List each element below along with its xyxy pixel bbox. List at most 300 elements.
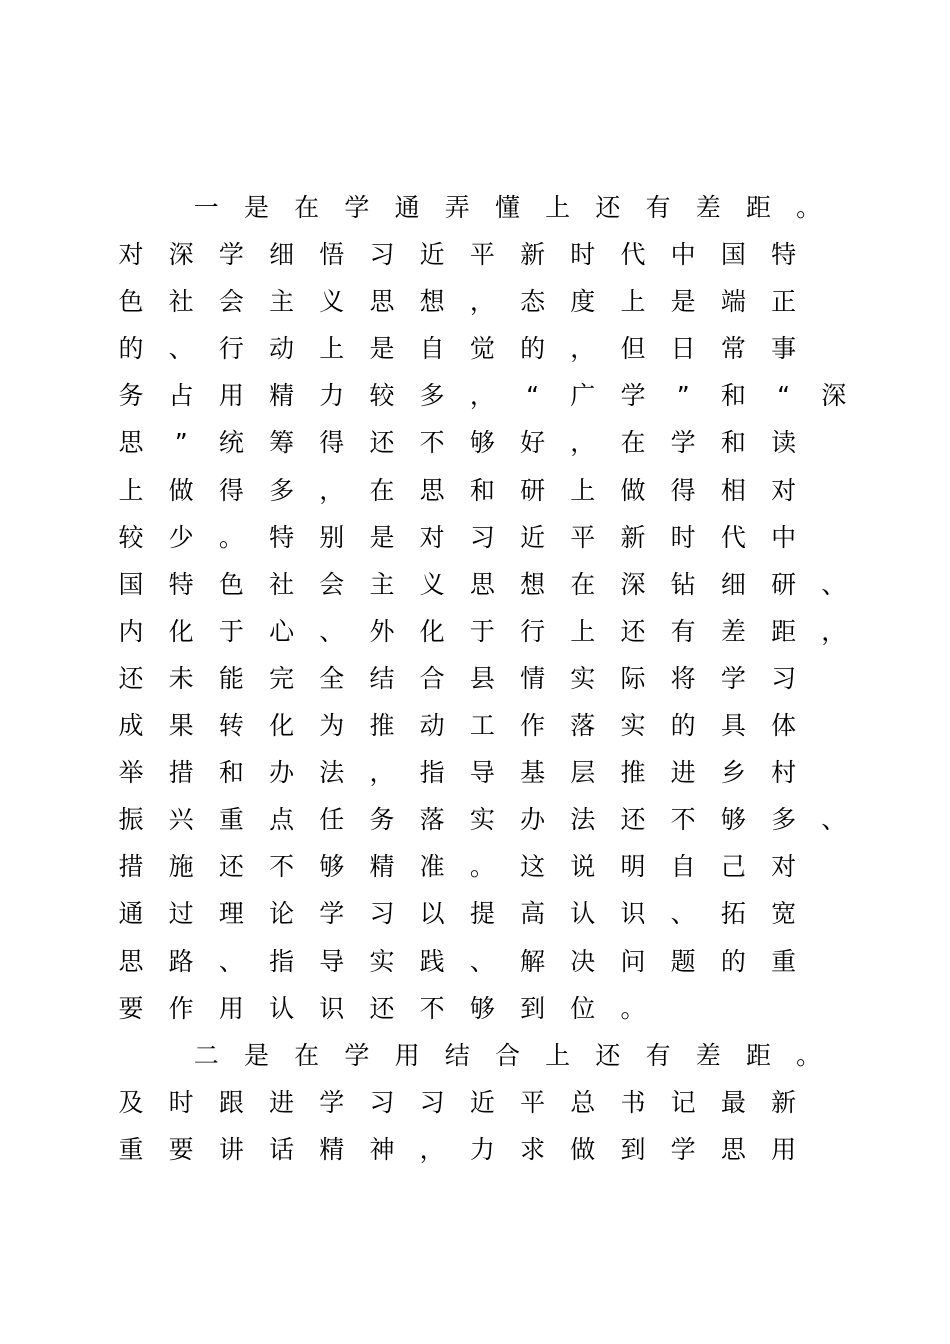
text-char: 较 bbox=[369, 381, 395, 411]
text-char: 觉 bbox=[469, 334, 495, 364]
text-char: 、 bbox=[319, 616, 345, 646]
text-char: 论 bbox=[269, 899, 295, 929]
text-char: 学 bbox=[218, 240, 244, 270]
text-char: 内 bbox=[118, 616, 144, 646]
text-char: 、 bbox=[670, 899, 696, 929]
text-char: 得 bbox=[319, 428, 345, 458]
text-char: 学 bbox=[620, 381, 646, 411]
text-char: 色 bbox=[218, 569, 244, 599]
text-char: 指 bbox=[419, 758, 445, 788]
text-char: 导 bbox=[469, 758, 495, 788]
text-char: 不 bbox=[269, 852, 295, 882]
text-char: 举 bbox=[118, 758, 144, 788]
text-char: 用 bbox=[394, 1040, 420, 1070]
text-char: 思 bbox=[118, 428, 144, 458]
text-char: 将 bbox=[670, 663, 696, 693]
text-char: 上 bbox=[620, 287, 646, 317]
text-char: 具 bbox=[720, 711, 746, 741]
text-char: 跟 bbox=[218, 1087, 244, 1117]
text-char: 平 bbox=[570, 522, 596, 552]
text-char: 细 bbox=[269, 240, 295, 270]
text-char: 通 bbox=[118, 899, 144, 929]
text-char: 的 bbox=[720, 946, 746, 976]
text-line bbox=[0, 278, 950, 325]
text-char: 习 bbox=[369, 1087, 395, 1117]
text-char: 对 bbox=[771, 475, 797, 505]
text-char: 主 bbox=[369, 569, 395, 599]
text-char: 思 bbox=[118, 946, 144, 976]
text-char: 作 bbox=[520, 711, 546, 741]
text-char: 弄 bbox=[444, 193, 470, 222]
text-line bbox=[0, 702, 950, 749]
text-char: 社 bbox=[269, 569, 295, 599]
text-char: 在 bbox=[570, 569, 596, 599]
text-char: 用 bbox=[771, 1134, 797, 1164]
text-char: 时 bbox=[670, 522, 696, 552]
text-char: 自 bbox=[670, 852, 696, 882]
text-char: 振 bbox=[118, 805, 144, 835]
text-char: 的 bbox=[670, 711, 696, 741]
text-char: 学 bbox=[670, 1134, 696, 1164]
text-char: 距 bbox=[745, 1040, 771, 1070]
text-char: ” bbox=[174, 428, 188, 458]
text-char: 办 bbox=[269, 758, 295, 788]
text-char: 学 bbox=[319, 1087, 345, 1117]
text-char: 问 bbox=[620, 946, 646, 976]
text-char: 够 bbox=[469, 428, 495, 458]
text-char: 和 bbox=[469, 475, 495, 505]
text-char: 上 bbox=[570, 475, 596, 505]
text-char: 上 bbox=[545, 193, 571, 222]
text-char: 是 bbox=[670, 287, 696, 317]
text-char: 对 bbox=[419, 522, 445, 552]
text-line bbox=[0, 796, 950, 843]
text-char: 动 bbox=[419, 711, 445, 741]
text-char: 想 bbox=[419, 287, 445, 317]
text-char: ， bbox=[469, 287, 495, 317]
text-char: 是 bbox=[243, 1040, 269, 1070]
text-char: 进 bbox=[269, 1087, 295, 1117]
text-char: 务 bbox=[118, 381, 144, 411]
text-char: 实 bbox=[369, 946, 395, 976]
text-char: 措 bbox=[118, 852, 144, 882]
text-char: 相 bbox=[720, 475, 746, 505]
text-char: 结 bbox=[444, 1040, 470, 1070]
text-char: 于 bbox=[469, 616, 495, 646]
text-char: 化 bbox=[168, 616, 194, 646]
text-char: 的 bbox=[520, 334, 546, 364]
text-char: 提 bbox=[469, 899, 495, 929]
text-line bbox=[0, 419, 950, 466]
text-char: 成 bbox=[118, 711, 144, 741]
text-line bbox=[0, 561, 950, 608]
text-char: 新 bbox=[520, 240, 546, 270]
text-char: 决 bbox=[570, 946, 596, 976]
text-char: 国 bbox=[720, 240, 746, 270]
text-char: 求 bbox=[520, 1134, 546, 1164]
text-char: 别 bbox=[319, 522, 345, 552]
text-char: 习 bbox=[369, 240, 395, 270]
text-char: 距 bbox=[745, 193, 771, 222]
text-char: 有 bbox=[670, 616, 696, 646]
text-char: 、 bbox=[469, 946, 495, 976]
text-char: 外 bbox=[369, 616, 395, 646]
text-char: 国 bbox=[118, 569, 144, 599]
text-char: 得 bbox=[670, 475, 696, 505]
text-char: 。 bbox=[218, 522, 244, 552]
text-char: 过 bbox=[168, 899, 194, 929]
text-char: 推 bbox=[620, 758, 646, 788]
text-char: 上 bbox=[545, 1040, 571, 1070]
text-char: 。 bbox=[620, 993, 646, 1023]
text-char: 近 bbox=[419, 240, 445, 270]
text-char: “ bbox=[777, 381, 791, 411]
text-char: 讲 bbox=[218, 1134, 244, 1164]
text-char: 还 bbox=[595, 1040, 621, 1070]
text-char: 还 bbox=[369, 993, 395, 1023]
text-char: 自 bbox=[419, 334, 445, 364]
text-char: 到 bbox=[620, 1134, 646, 1164]
text-char: 层 bbox=[570, 758, 596, 788]
text-char: 差 bbox=[695, 193, 721, 222]
text-char: 为 bbox=[319, 711, 345, 741]
text-char: 还 bbox=[218, 852, 244, 882]
text-char: 少 bbox=[168, 522, 194, 552]
text-char: 二 bbox=[193, 1040, 219, 1070]
text-char: 对 bbox=[771, 852, 797, 882]
text-char: 色 bbox=[118, 287, 144, 317]
text-char: 还 bbox=[620, 805, 646, 835]
text-char: 宽 bbox=[771, 899, 797, 929]
text-char: 合 bbox=[419, 663, 445, 693]
text-char: 这 bbox=[520, 852, 546, 882]
text-char: 记 bbox=[670, 1087, 696, 1117]
text-char: 事 bbox=[771, 334, 797, 364]
text-char: 统 bbox=[218, 428, 244, 458]
text-char: 做 bbox=[620, 475, 646, 505]
text-char: 思 bbox=[469, 569, 495, 599]
text-char: 还 bbox=[620, 616, 646, 646]
text-char: 落 bbox=[419, 805, 445, 835]
text-char: 际 bbox=[620, 663, 646, 693]
text-char: 正 bbox=[771, 287, 797, 317]
text-line bbox=[0, 938, 950, 985]
text-char: 务 bbox=[369, 805, 395, 835]
text-char: 日 bbox=[670, 334, 696, 364]
text-char: 实 bbox=[570, 663, 596, 693]
text-char: 措 bbox=[168, 758, 194, 788]
text-char: 做 bbox=[570, 1134, 596, 1164]
text-char: 社 bbox=[168, 287, 194, 317]
text-char: 精 bbox=[319, 1134, 345, 1164]
text-char: 深 bbox=[620, 569, 646, 599]
text-char: ， bbox=[319, 475, 345, 505]
text-char: 上 bbox=[118, 475, 144, 505]
text-char: 书 bbox=[620, 1087, 646, 1117]
text-char: “ bbox=[526, 381, 540, 411]
text-line bbox=[0, 749, 950, 796]
text-char: 懂 bbox=[494, 193, 520, 222]
text-char: 和 bbox=[218, 758, 244, 788]
text-char: 任 bbox=[319, 805, 345, 835]
text-char: 代 bbox=[620, 240, 646, 270]
text-char: ” bbox=[676, 381, 690, 411]
text-char: 题 bbox=[670, 946, 696, 976]
text-char: 平 bbox=[520, 1087, 546, 1117]
text-char: 明 bbox=[620, 852, 646, 882]
text-char: 筹 bbox=[269, 428, 295, 458]
text-char: 体 bbox=[771, 711, 797, 741]
text-char: 不 bbox=[670, 805, 696, 835]
text-char: 上 bbox=[319, 334, 345, 364]
text-char: 够 bbox=[319, 852, 345, 882]
text-char: 高 bbox=[520, 899, 546, 929]
text-char: 深 bbox=[821, 381, 847, 411]
text-char: 特 bbox=[168, 569, 194, 599]
text-char: 说 bbox=[570, 852, 596, 882]
text-char: 话 bbox=[269, 1134, 295, 1164]
text-char: 精 bbox=[269, 381, 295, 411]
text-char: 位 bbox=[570, 993, 596, 1023]
text-char: 新 bbox=[620, 522, 646, 552]
text-char: 多 bbox=[771, 805, 797, 835]
text-char: 中 bbox=[771, 522, 797, 552]
text-line bbox=[0, 467, 950, 514]
text-char: 但 bbox=[620, 334, 646, 364]
text-char: 果 bbox=[168, 711, 194, 741]
paragraph-first-line bbox=[0, 184, 950, 231]
text-char: 特 bbox=[771, 240, 797, 270]
text-char: 情 bbox=[520, 663, 546, 693]
text-char: 差 bbox=[720, 616, 746, 646]
text-char: 行 bbox=[520, 616, 546, 646]
text-char: 力 bbox=[469, 1134, 495, 1164]
text-char: 够 bbox=[469, 993, 495, 1023]
text-char: 重 bbox=[218, 805, 244, 835]
text-char: 实 bbox=[620, 711, 646, 741]
text-char: 研 bbox=[520, 475, 546, 505]
text-char: 代 bbox=[720, 522, 746, 552]
text-line bbox=[0, 1079, 950, 1126]
text-char: 是 bbox=[369, 334, 395, 364]
text-char: 要 bbox=[168, 1134, 194, 1164]
text-char: 的 bbox=[118, 334, 144, 364]
text-char: ， bbox=[570, 428, 596, 458]
text-char: 践 bbox=[419, 946, 445, 976]
text-char: 悟 bbox=[319, 240, 345, 270]
text-char: 转 bbox=[218, 711, 244, 741]
text-char: 有 bbox=[645, 193, 671, 222]
text-char: 县 bbox=[469, 663, 495, 693]
text-char: 义 bbox=[419, 569, 445, 599]
text-char: 是 bbox=[243, 193, 269, 222]
text-char: 拓 bbox=[720, 899, 746, 929]
text-char: 端 bbox=[720, 287, 746, 317]
document-body bbox=[0, 184, 950, 1173]
text-line bbox=[0, 985, 950, 1032]
text-char: 到 bbox=[520, 993, 546, 1023]
text-char: 乡 bbox=[720, 758, 746, 788]
text-char: 在 bbox=[369, 475, 395, 505]
text-char: 点 bbox=[269, 805, 295, 835]
text-char: 路 bbox=[168, 946, 194, 976]
text-char: 学 bbox=[720, 663, 746, 693]
text-char: 会 bbox=[218, 287, 244, 317]
text-char: 合 bbox=[494, 1040, 520, 1070]
text-char: 指 bbox=[269, 946, 295, 976]
text-char: 、 bbox=[821, 569, 847, 599]
text-line bbox=[0, 890, 950, 937]
text-char: 读 bbox=[771, 428, 797, 458]
text-char: 钻 bbox=[670, 569, 696, 599]
text-char: 习 bbox=[419, 1087, 445, 1117]
text-char: 精 bbox=[369, 852, 395, 882]
text-char: 。 bbox=[469, 852, 495, 882]
text-char: 能 bbox=[218, 663, 244, 693]
text-char: 学 bbox=[670, 428, 696, 458]
text-line bbox=[0, 514, 950, 561]
text-char: 己 bbox=[720, 852, 746, 882]
text-char: 工 bbox=[469, 711, 495, 741]
text-char: 神 bbox=[369, 1134, 395, 1164]
text-char: 施 bbox=[168, 852, 194, 882]
text-char: 近 bbox=[520, 522, 546, 552]
text-char: 结 bbox=[369, 663, 395, 693]
text-char: 还 bbox=[118, 663, 144, 693]
text-char: 办 bbox=[520, 805, 546, 835]
text-char: ， bbox=[419, 1134, 445, 1164]
text-char: 导 bbox=[319, 946, 345, 976]
text-char: 深 bbox=[168, 240, 194, 270]
text-char: 和 bbox=[720, 381, 746, 411]
text-char: 兴 bbox=[168, 805, 194, 835]
text-char: 以 bbox=[419, 899, 445, 929]
text-char: 未 bbox=[168, 663, 194, 693]
text-char: 是 bbox=[369, 522, 395, 552]
text-char: 思 bbox=[720, 1134, 746, 1164]
text-char: 认 bbox=[570, 899, 596, 929]
text-char: 思 bbox=[369, 287, 395, 317]
text-char: 差 bbox=[695, 1040, 721, 1070]
text-char: 要 bbox=[118, 993, 144, 1023]
text-char: 用 bbox=[218, 381, 244, 411]
text-char: 时 bbox=[570, 240, 596, 270]
text-char: 度 bbox=[570, 287, 596, 317]
text-char: 做 bbox=[168, 475, 194, 505]
text-char: 在 bbox=[294, 193, 320, 222]
text-char: 村 bbox=[771, 758, 797, 788]
text-char: 研 bbox=[771, 569, 797, 599]
text-char: 够 bbox=[720, 805, 746, 835]
text-char: 法 bbox=[319, 758, 345, 788]
text-char: 完 bbox=[269, 663, 295, 693]
text-char: 识 bbox=[319, 993, 345, 1023]
text-char: 不 bbox=[419, 993, 445, 1023]
text-char: 常 bbox=[720, 334, 746, 364]
text-char: 全 bbox=[319, 663, 345, 693]
text-char: ， bbox=[469, 381, 495, 411]
text-char: 得 bbox=[218, 475, 244, 505]
text-char: 准 bbox=[419, 852, 445, 882]
text-char: 距 bbox=[771, 616, 797, 646]
text-line bbox=[0, 1126, 950, 1173]
text-char: 于 bbox=[218, 616, 244, 646]
text-char: 重 bbox=[771, 946, 797, 976]
text-char: 。 bbox=[796, 1040, 822, 1070]
text-char: 化 bbox=[419, 616, 445, 646]
text-char: 力 bbox=[319, 381, 345, 411]
text-char: 行 bbox=[218, 334, 244, 364]
text-char: 认 bbox=[269, 993, 295, 1023]
text-char: 用 bbox=[218, 993, 244, 1023]
text-line bbox=[0, 608, 950, 655]
text-char: 基 bbox=[520, 758, 546, 788]
text-char: 解 bbox=[520, 946, 546, 976]
text-char: 习 bbox=[469, 522, 495, 552]
text-char: 在 bbox=[620, 428, 646, 458]
text-char: 。 bbox=[796, 193, 822, 222]
text-char: 、 bbox=[821, 805, 847, 835]
text-char: 重 bbox=[118, 1134, 144, 1164]
text-char: 、 bbox=[218, 946, 244, 976]
text-char: 主 bbox=[269, 287, 295, 317]
text-char: 学 bbox=[319, 899, 345, 929]
text-line bbox=[0, 231, 950, 278]
text-char: 想 bbox=[520, 569, 546, 599]
text-char: 习 bbox=[369, 899, 395, 929]
text-char: 多 bbox=[419, 381, 445, 411]
text-char: 平 bbox=[469, 240, 495, 270]
text-char: 识 bbox=[620, 899, 646, 929]
text-line bbox=[0, 325, 950, 372]
text-char: 、 bbox=[168, 334, 194, 364]
text-char: 作 bbox=[168, 993, 194, 1023]
text-char: 动 bbox=[269, 334, 295, 364]
text-char: 最 bbox=[720, 1087, 746, 1117]
text-char: 有 bbox=[645, 1040, 671, 1070]
text-line bbox=[0, 843, 950, 890]
text-char: 好 bbox=[520, 428, 546, 458]
text-char: 较 bbox=[118, 522, 144, 552]
text-char: 在 bbox=[294, 1040, 320, 1070]
text-char: 理 bbox=[218, 899, 244, 929]
text-char: 总 bbox=[570, 1087, 596, 1117]
text-char: 还 bbox=[369, 428, 395, 458]
text-char: 一 bbox=[193, 193, 219, 222]
text-char: 态 bbox=[520, 287, 546, 317]
text-char: 进 bbox=[670, 758, 696, 788]
text-char: 细 bbox=[720, 569, 746, 599]
text-char: 义 bbox=[319, 287, 345, 317]
text-char: 对 bbox=[118, 240, 144, 270]
text-char: 近 bbox=[469, 1087, 495, 1117]
text-char: 学 bbox=[344, 193, 370, 222]
text-char: 占 bbox=[168, 381, 194, 411]
text-char: ， bbox=[570, 334, 596, 364]
text-char: 时 bbox=[168, 1087, 194, 1117]
text-line bbox=[0, 372, 950, 419]
text-char: 心 bbox=[269, 616, 295, 646]
text-char: ， bbox=[821, 616, 847, 646]
text-char: ， bbox=[369, 758, 395, 788]
text-char: 上 bbox=[570, 616, 596, 646]
text-char: 学 bbox=[344, 1040, 370, 1070]
text-char: 还 bbox=[595, 193, 621, 222]
text-char: 中 bbox=[670, 240, 696, 270]
text-char: 落 bbox=[570, 711, 596, 741]
text-char: 和 bbox=[720, 428, 746, 458]
text-char: 新 bbox=[771, 1087, 797, 1117]
